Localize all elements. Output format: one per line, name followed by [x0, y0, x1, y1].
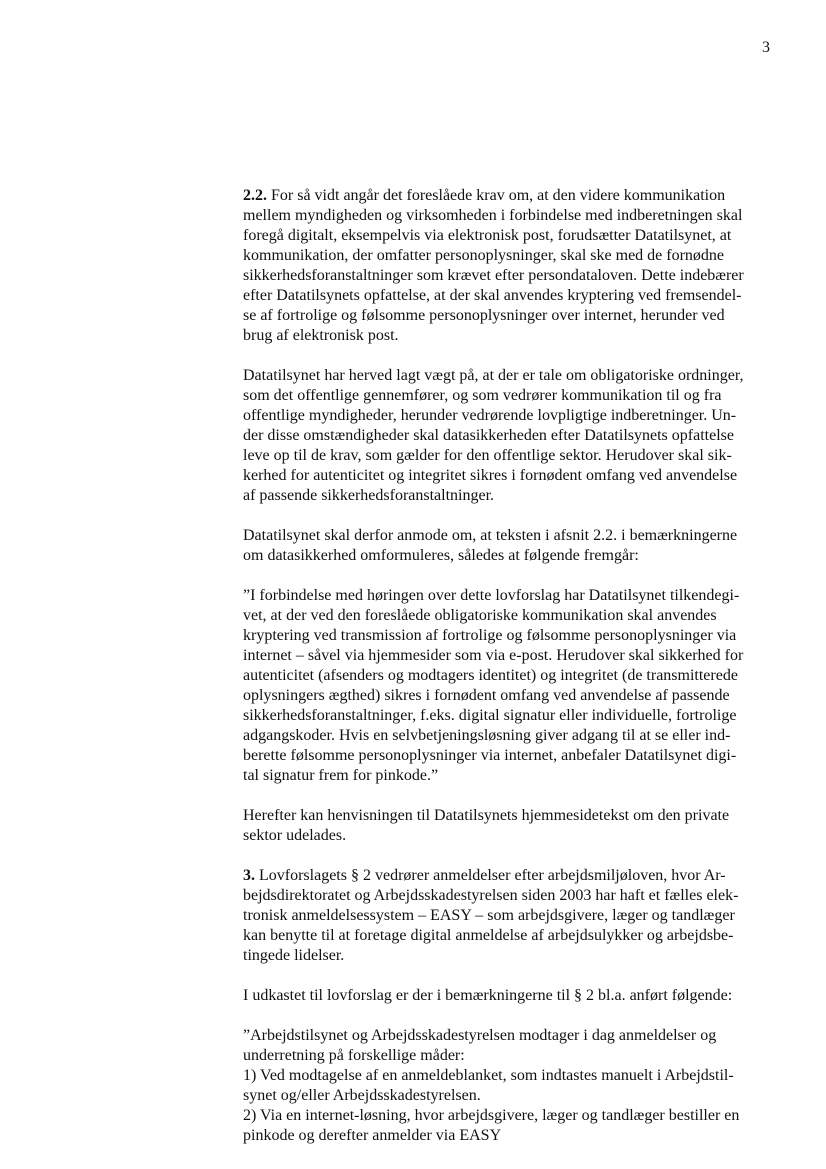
text-line: vet, at der ved den foreslåede obligatoriske kommunikation skal anvendes — [243, 607, 717, 624]
text-line: foregå digitalt, eksempelvis via elektronisk post, forudsætter Datatilsynet, at — [243, 227, 732, 244]
text-line: I udkastet til lovforslag er der i bemærkningerne til § 2 bl.a. anført følgende: — [243, 987, 733, 1004]
text-line: tronisk anmeldelsessystem – EASY – som arbejdsgivere, læger og tandlæger — [243, 907, 735, 924]
text-line: kryptering ved transmission af fortrolige og følsomme personoplysninger via — [243, 627, 737, 644]
text-line: Datatilsynet har herved lagt vægt på, at der er tale om obligatoriske ordninger, — [243, 367, 744, 384]
text-line: bejdsdirektoratet og Arbejdsskadestyrelsen siden 2003 har haft et fælles elek- — [243, 887, 739, 904]
text-line: kerhed for autenticitet og integritet sikres i fornødent omfang ved anvendelse — [243, 467, 738, 484]
text-line: oplysningers ægthed) sikres i fornødent omfang ved anvendelse af passende — [243, 687, 730, 704]
quoted-paragraph — [243, 586, 783, 786]
text-line: kommunikation, der omfatter personoplysninger, skal ske med de fornødne — [243, 247, 725, 264]
text-line: underretning på forskellige måder: — [243, 1047, 465, 1064]
page-number: 3 — [762, 39, 770, 56]
text-line: sikkerhedsforanstaltninger som krævet efter persondataloven. Dette indebærer — [243, 267, 744, 284]
text-line: berette følsomme personoplysninger via internet, anbefaler Datatilsynet digi- — [243, 747, 737, 764]
text-line: Datatilsynet skal derfor anmode om, at teksten i afsnit 2.2. i bemærkningerne — [243, 527, 738, 544]
paragraph — [243, 526, 783, 566]
text-line: internet – såvel via hjemmesider som via e-post. Herudover skal sikkerhed for — [243, 647, 744, 664]
text-line: autenticitet (afsenders og modtagers identitet) og integritet (de transmitterede — [243, 667, 738, 684]
text-line: sektor udelades. — [243, 827, 347, 844]
text-line: 2) Via en internet-løsning, hvor arbejdsgivere, læger og tandlæger bestiller en — [243, 1107, 740, 1124]
text-line: 1) Ved modtagelse af en anmeldeblanket, som indtastes manuelt i Arbejdstil- — [243, 1067, 734, 1084]
text-line: leve op til de krav, som gælder for den offentlige sektor. Herudover skal sik- — [243, 447, 732, 464]
text-line: kan benytte til at foretage digital anmeldelse af arbejdsulykker og arbejdsbe- — [243, 927, 734, 944]
text-line: mellem myndigheden og virksomheden i forbindelse med indberetningen skal — [243, 207, 743, 224]
text-line: Herefter kan henvisningen til Datatilsynets hjemmesidetekst om den private — [243, 807, 730, 824]
text-line: adgangskoder. Hvis en selvbetjeningsløsning giver adgang til at se eller ind- — [243, 727, 731, 744]
paragraph-section-3 — [243, 866, 783, 966]
section-number: 3. — [243, 867, 255, 884]
paragraph-section-2-2 — [243, 186, 783, 346]
text-line: synet og/eller Arbejdsskadestyrelsen. — [243, 1087, 481, 1104]
text-line: tingede lidelser. — [243, 947, 345, 964]
section-number: 2.2. — [243, 187, 267, 204]
paragraph — [243, 986, 783, 1006]
text-line: ”Arbejdstilsynet og Arbejdsskadestyrelsen modtager i dag anmeldelser og — [243, 1027, 717, 1044]
document-body — [243, 186, 783, 1166]
text-line: sikkerhedsforanstaltninger, f.eks. digital signatur eller individuelle, fortrolige — [243, 707, 737, 724]
quoted-paragraph — [243, 1026, 783, 1146]
text-line: offentlige myndigheder, herunder vedrørende lovpligtige indberetninger. Un- — [243, 407, 737, 424]
text-line: 2.2. For så vidt angår det foreslåede krav om, at den videre kommunikation — [243, 187, 726, 204]
text-line: pinkode og derefter anmelder via EASY — [243, 1127, 502, 1144]
text-line: om datasikkerhed omformuleres, således at følgende fremgår: — [243, 547, 639, 564]
text-line: se af fortrolige og følsomme personoplysninger over internet, herunder ved — [243, 307, 725, 324]
paragraph — [243, 366, 783, 506]
text-line: tal signatur frem for pinkode.” — [243, 767, 439, 784]
text-line: der disse omstændigheder skal datasikkerheden efter Datatilsynets opfattelse — [243, 427, 734, 444]
text-line: 3. Lovforslagets § 2 vedrører anmeldelser efter arbejdsmiljøloven, hvor Ar- — [243, 867, 726, 884]
text-line: ”I forbindelse med høringen over dette lovforslag har Datatilsynet tilkendegi- — [243, 587, 740, 604]
text-line: som det offentlige gennemfører, og som vedrører kommunikation til og fra — [243, 387, 722, 404]
paragraph — [243, 806, 783, 846]
text-line: brug af elektronisk post. — [243, 327, 399, 344]
text-line: af passende sikkerhedsforanstaltninger. — [243, 487, 495, 504]
text-line: efter Datatilsynets opfattelse, at der skal anvendes kryptering ved fremsendel- — [243, 287, 742, 304]
